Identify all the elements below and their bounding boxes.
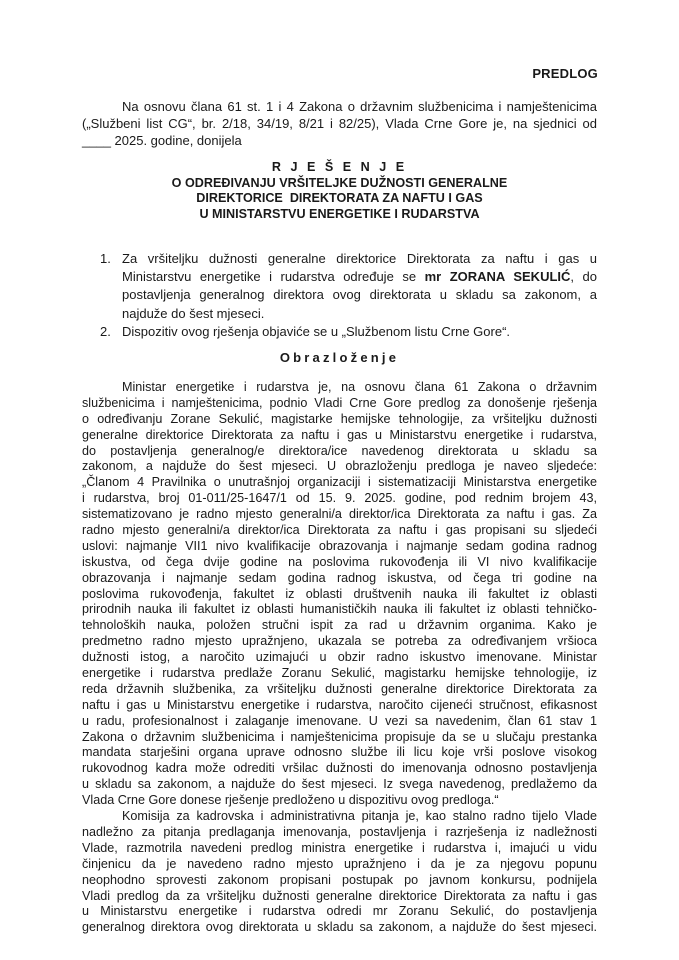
reasoning-paragraph-1 [82,380,597,809]
body-line: u radu, profesionalnost i zalaganje imenovane. U vezi sa navedenim, član 61 stav 1 [82,713,597,728]
decision-heading: R J E Š E N J E [271,160,408,174]
body-line: prirodnih nauka ili fakultet iz oblasti humanističkih nauka ili fakultet iz oblasti tehničko- [82,602,597,617]
dispositive-item [100,323,597,341]
body-line: u skladu sa zakonom, a najduže do šest mjeseci. Iz svega navedenog, predlažemo da [82,777,597,792]
item-line: Za vršiteljku dužnosti generalne direktorice Direktorata za naftu i gas u [122,251,597,266]
body-line: rukovodnog kadra može odrediti vršilac dužnosti do imenovanja odnosno postavljenja [82,761,597,776]
body-line: poslovima rukovođenja, fakultet iz oblasti društvenih nauka ili fakultet iz oblasti [82,586,597,601]
body-line: službenicima i namještenicima, podnio Vladi Crne Gore predlog za donošenje rješenja [82,395,597,410]
body-line: Vladi predlog da za vršiteljku dužnosti generalne direktorice Direktorata za naftu i gas [82,888,597,903]
appointee-name: mr ZORANA SEKULIĆ [424,269,571,285]
reasoning-body [82,380,597,936]
item-number: 2. [100,323,111,339]
item-line: Dispozitiv ovog rješenja objaviće se u „Službenom listu Crne Gore“. [122,323,511,339]
body-line: Komisija za kadrovska i administrativna pitanja je, kao stalno radno tijelo Vlade [122,809,597,824]
body-line: iskustva, od čega dvije godine na poslovima rukovođenja ili VI nivo kvalifikacije [82,554,597,569]
body-line: predmetno radno mjesto upražnjeno, ukazala se potreba za određivanjem vršioca [82,634,597,649]
item-line: najduže do šest mjeseci. [122,305,265,321]
body-line: zakonom, a najduže do šest mjeseci. U obrazloženju predloga je naveo sljedeće: [82,459,597,474]
item-line: postavljenja generalnog direktora ovog direktorata u skladu sa zakonom, a [122,287,597,303]
item-text: Ministarstvu energetike i rudarstva određuje se [122,269,425,285]
intro-line: Na osnovu člana 61 st. 1 i 4 Zakona o državnim službenicima i namještenicima [122,99,597,114]
item-number: 1. [100,251,111,266]
body-line: Ministar energetike i rudarstva je, na osnovu člana 61 Zakona o državnim [122,380,597,394]
body-line: Vlade, razmotrila navedeni predlog ministra energetike i rudarstva i, imajući u vidu [82,840,597,855]
body-line: u Ministarstvu energetike i rudarstva odredi mr Zoranu Sekulić, do postavljenja [82,904,597,919]
intro-line: ____ 2025. godine, donijela [82,133,242,148]
decision-title-line: DIREKTORICE DIREKTORATA ZA NAFTU I GAS [196,191,483,205]
intro-paragraph [82,98,597,149]
body-line: generalne direktorice Direktorata za naftu i gas u Ministarstvu energetike i rudarstva, [82,427,597,442]
item-line-with-name [122,268,597,286]
body-line: naftu i gas u Ministarstvu energetike i rudarstva, naročito cijeneći stručnost, efikasnost [82,697,597,712]
body-line: obrazovanja i najmanje sedam godina radnog iskustva, od čega tri godine na [82,570,597,585]
intro-line: („Službeni list CG“, br. 2/18, 34/19, 8/21 i 82/25), Vlada Crne Gore je, na sjednici od [82,116,597,131]
body-line: reda državnih službenika, za vršiteljku dužnosti generalne direktorice Direktorata za [82,681,597,696]
body-line: Vlada Crne Gore donese rješenje predloženo u dispozitivu ovog predloga.“ [82,793,499,808]
body-line: „Članom 4 Pravilnika o unutrašnjoj organizaciji i sistematizaciji Ministarstva energetike [82,475,597,490]
body-line: činjenicu da je navedeno radno mjesto upražnjeno i da je za njegovu popunu [82,856,597,871]
body-line: generalnog direktora ovog direktorata u skladu sa zakonom, a najduže do šest mjeseci. [82,920,597,935]
dispositive-item [100,250,597,323]
decision-title-line: U MINISTARSTVU ENERGETIKE I RUDARSTVA [199,206,480,221]
dispositive-list [100,250,597,341]
document-label: PREDLOG [532,66,598,81]
body-line: radno mjesto generalni/a direktor/ica Direktorata za naftu i gas propisani su sljedeći [82,523,597,538]
body-line: i rudarstva, broj 01-011/25-1647/1 od 15. 9. 2025. godine, pod rednim brojem 43, [82,491,597,506]
body-line: tehnoloških nauka, položen stručni ispit za rad u državnim organima. Kako je [82,618,597,633]
body-line: dužnosti istog, a naročito uzimajući u obzir radno iskustvo imenovane. Ministar [82,650,597,665]
body-line: neophodno sprovesti zakonom propisani postupak po javnom konkursu, podnijela [82,872,597,887]
decision-title [0,160,679,222]
body-line: nadležno za pitanja predlaganja imenovanja, postavljenja i razrješenja iz nadležnosti [82,824,597,839]
body-line: mandata starješini organa uprave odnosno službe ili licu koje vrši poslove visokog [82,745,597,760]
body-line: sistematizovano je radno mjesto generalni/a direktor/ica Direktorata za naftu i gas. Za [82,507,597,522]
body-line: Zakona o državnim službenicima i namještenicima propisuje da se u slučaju prestanka [82,729,597,744]
item-text: , do [570,269,597,285]
reasoning-paragraph-2 [82,809,597,936]
reasoning-heading: Obrazloženje [279,350,400,365]
body-line: energetike i rudarstva predlaže Zoranu Sekulić, magistarku hemijske tehnologije, iz [82,666,597,681]
body-line: uslovi: najmanje VII1 nivo kvalifikacije obrazovanja i najmanje sedam godina radnog [82,538,597,553]
body-line: o određivanju Zorane Sekulić, magistarke hemijske tehnologije, za vršiteljku dužnosti [82,411,597,426]
decision-title-line: O ODREĐIVANJU VRŠITELJKE DUŽNOSTI GENERALNE [171,175,508,190]
body-line: do postavljenja generalnog/e direktora/ice navedenog direktorata u skladu sa [82,443,597,458]
